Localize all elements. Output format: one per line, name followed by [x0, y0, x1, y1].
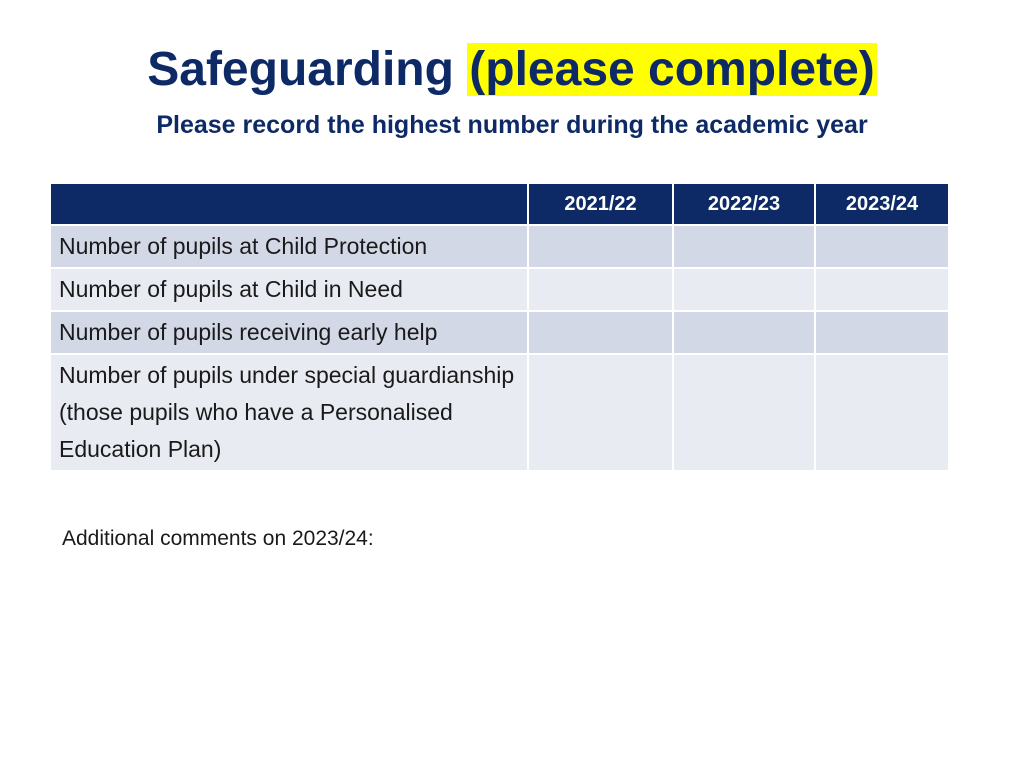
- title-main: Safeguarding: [147, 43, 454, 96]
- cell-special-guardianship-2022-23[interactable]: [673, 354, 815, 471]
- table-row: [51, 268, 948, 311]
- header-2022-23: 2022/23: [673, 184, 815, 225]
- header-blank: [51, 184, 528, 225]
- row-label-early-help: Number of pupils receiving early help: [51, 311, 528, 354]
- row-label-child-protection: Number of pupils at Child Protection: [51, 225, 528, 268]
- header-2021-22: 2021/22: [528, 184, 673, 225]
- cell-early-help-2021-22[interactable]: [528, 311, 673, 354]
- cell-special-guardianship-2021-22[interactable]: [528, 354, 673, 471]
- page-subtitle: Please record the highest number during the academic year: [156, 111, 868, 139]
- cell-child-protection-2023-24[interactable]: [815, 225, 948, 268]
- cell-child-protection-2022-23[interactable]: [673, 225, 815, 268]
- cell-child-protection-2021-22[interactable]: [528, 225, 673, 268]
- row-label-child-in-need: Number of pupils at Child in Need: [51, 268, 528, 311]
- table-row: [51, 311, 948, 354]
- row-label-special-guardianship: Number of pupils under special guardianship (those pupils who have a Personalised Education Plan): [51, 354, 528, 471]
- table-header-row: [51, 184, 948, 225]
- title-highlight: (please complete): [469, 43, 875, 96]
- cell-early-help-2022-23[interactable]: [673, 311, 815, 354]
- page-title: [0, 36, 1024, 104]
- cell-special-guardianship-2023-24[interactable]: [815, 354, 948, 471]
- table-row: [51, 354, 948, 471]
- additional-comments-label: Additional comments on 2023/24:: [62, 527, 374, 550]
- cell-early-help-2023-24[interactable]: [815, 311, 948, 354]
- cell-child-in-need-2021-22[interactable]: [528, 268, 673, 311]
- safeguarding-table: [51, 184, 948, 472]
- cell-child-in-need-2023-24[interactable]: [815, 268, 948, 311]
- header-2023-24: 2023/24: [815, 184, 948, 225]
- table-row: [51, 225, 948, 268]
- cell-child-in-need-2022-23[interactable]: [673, 268, 815, 311]
